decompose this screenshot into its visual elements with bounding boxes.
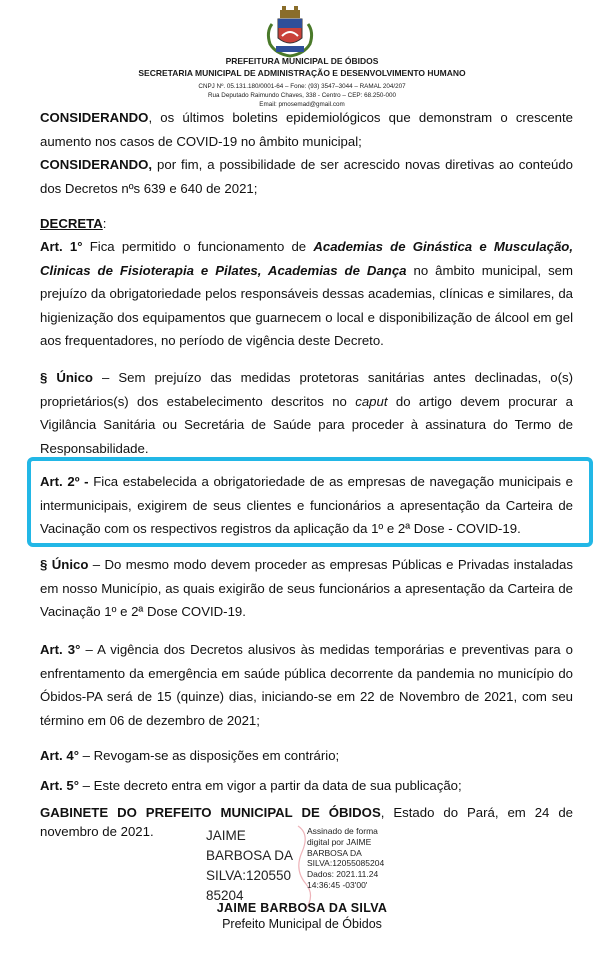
art-4-text: – Revogam-se as disposições em contrário;: [78, 748, 340, 763]
paragrafo-unico-1-text-b: do artigo devem procurar a Vigilância Sanitária ou Secretária de Saúde para proceder à assinatura do Termo de Responsabilidade.: [40, 393, 573, 456]
digital-signature-name: [206, 826, 293, 906]
gabinete-text: , Estado do Pará, em 24 de novembro de 2021.: [40, 805, 573, 839]
digital-signature-detail-line: Dados: 2021.11.24: [307, 869, 379, 880]
art-1-text-a: Fica permitido o funcionamento de: [82, 239, 314, 254]
considerando-2-text: por fim, a possibilidade de ser acrescido novas diretivas ao conteúdo dos Decretos nºs 639 e 640 de 2021;: [40, 157, 573, 196]
digital-signature-detail-line: 14:36:45 -03'00': [307, 879, 368, 890]
signer-name: JAIME BARBOSA DA SILVA: [216, 901, 388, 915]
paragrafo-unico-1: [40, 366, 573, 460]
digital-signature-details: [307, 826, 384, 891]
header-secretaria: SECRETARIA MUNICIPAL DE ADMINISTRAÇÃO E DESENVOLVIMENTO HUMANO: [138, 68, 466, 78]
header-prefeitura: PREFEITURA MUNICIPAL DE ÓBIDOS: [225, 56, 379, 66]
art-3-text: – A vigência dos Decretos alusivos às medidas temporárias e preventivas para o enfrentamento da emergência em saúde pública decorrente da pandemia no município do Óbidos-PA será de 15 (quinze) dias, iniciando-se em 22 de Novembro de 2021, com seu término em 06 de dezembro de 2021;: [40, 642, 573, 728]
paragrafo-unico-1-text-a: – Sem prejuízo das medidas protetoras sanitárias antes declinadas, o(s) proprietários(s) dos estabelecimento descritos no: [40, 370, 573, 409]
art-3: [40, 638, 573, 732]
considerando-1: [40, 106, 573, 153]
art-1: [40, 235, 573, 353]
digital-signature-detail-line: BARBOSA DA: [307, 847, 362, 858]
art-5-text: – Este decreto entra em vigor a partir da data de sua publicação;: [78, 778, 462, 793]
art-2-label: Art. 2º -: [40, 474, 89, 489]
considerando-1-text: , os últimos boletins epidemiológicos que demonstram o crescente aumento nos casos de COVID-19 no âmbito municipal;: [40, 110, 573, 149]
art-2-text: Fica estabelecida a obrigatoriedade de as empresas de navegação municipais e intermunicipais, exigirem de seus clientes e funcionários a apresentação da Carteira de Vacinação com os respectivos registros da aplicação da 1º e 2ª Dose - COVID-19.: [40, 474, 573, 536]
art-1-text-b: no âmbito municipal, sem prejuízo da obrigatoriedade pelos responsáveis dessas academias, clínicas e similares, da higienização dos equipamentos que guarnecem o local e disponibilização de álcool em gel aos frequentadores, no período de vigência deste Decreto.: [40, 262, 573, 348]
municipal-coat-of-arms-icon: [262, 4, 318, 58]
decreta-label: DECRETA: [40, 216, 103, 231]
considerando-2: [40, 153, 573, 200]
digital-signature-detail-line: SILVA:12055085204: [307, 858, 385, 869]
art-2: [40, 470, 573, 541]
digital-signature-detail-line: digital por JAIME: [307, 836, 372, 847]
art-5: [40, 774, 573, 798]
signer-role: Prefeito Municipal de Óbidos: [222, 917, 382, 931]
considerando-1-label: CONSIDERANDO: [40, 110, 149, 125]
digital-signature-name-line: BARBOSA DA: [206, 848, 294, 863]
art-3-label: Art. 3°: [40, 642, 81, 657]
header-contact: [0, 82, 604, 109]
considerando-2-label: CONSIDERANDO,: [40, 157, 153, 172]
art-1-label: Art. 1°: [40, 239, 83, 254]
paragrafo-unico-2: [40, 553, 573, 624]
header-address: Rua Deputado Raimundo Chaves, 338 - Centro – CEP: 68.250-000: [208, 92, 396, 99]
paragrafo-unico-1-label: § Único: [40, 370, 93, 385]
header-email: Email: pmosemad@gmail.com: [259, 101, 345, 108]
digital-signature-name-line: JAIME: [206, 828, 246, 843]
digital-signature-detail-line: Assinado de forma: [307, 826, 378, 836]
paragrafo-unico-1-caput: caput: [355, 393, 388, 409]
decreta-colon: :: [102, 216, 107, 231]
header-cnpj: CNPJ Nº. 05.131.180/0001-64 – Fone: (93) 3547–3044 – RAMAL 204/207: [198, 83, 406, 90]
art-4-label: Art. 4°: [40, 748, 79, 763]
art-1-emphasis: Academias de Ginástica e Musculação, Clinicas de Fisioterapia e Pilates, Academias de Dança: [40, 239, 573, 278]
gabinete-label: GABINETE DO PREFEITO MUNICIPAL DE ÓBIDOS: [40, 805, 381, 820]
paragrafo-unico-2-text: – Do mesmo modo devem proceder as empresas Públicas e Privadas instaladas em nosso Município, as quais exigirão de seus funcionários a apresentação da Carteira de Vacinação 1º e 2ª Dose COVID-19.: [40, 557, 573, 619]
art-4: [40, 744, 573, 768]
digital-signature-name-line: SILVA:120550: [206, 868, 292, 883]
decreta-heading: [40, 212, 573, 236]
art-5-label: Art. 5°: [40, 778, 79, 793]
digital-signature-name-line: 85204: [206, 888, 244, 903]
paragrafo-unico-2-label: § Único: [40, 557, 89, 572]
